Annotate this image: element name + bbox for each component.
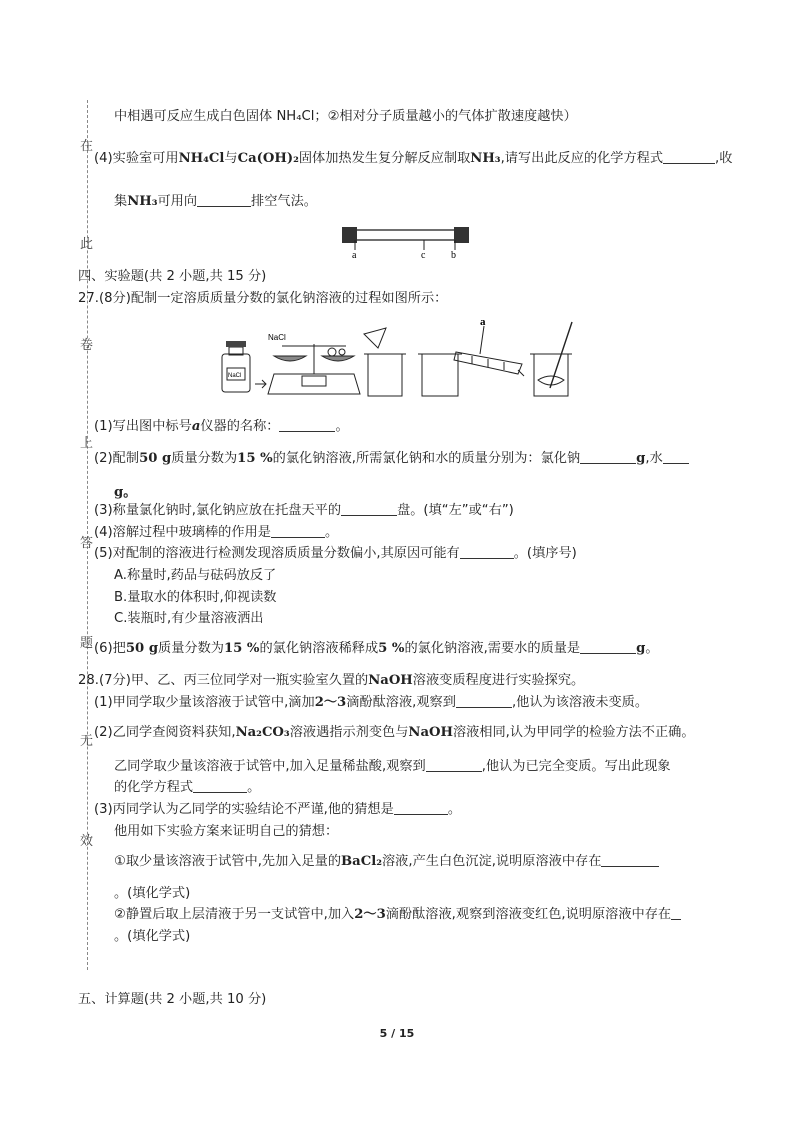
q26-p4-l2-text-c: 排空气法。	[251, 194, 317, 209]
balance	[268, 374, 360, 394]
q27-p6-unit-g: g	[636, 641, 646, 656]
q27-p6-percent-15: 15 %	[223, 641, 260, 656]
seal-char-6: 题	[80, 636, 94, 651]
balance-label: NaCl	[268, 333, 286, 342]
q27-p1-text-b: 仪器的名称：	[200, 419, 280, 434]
q28-part2-line3	[114, 779, 260, 797]
q28-p1-drops: 2～3	[314, 695, 347, 710]
answer-blank-guess[interactable]	[394, 802, 448, 815]
q27-stem: 27.(8分)配制一定溶质质量分数的氯化钠溶液的过程如图所示：	[78, 291, 448, 306]
beaker-2	[422, 354, 458, 396]
q27-p6-text-c: 的氯化钠溶液稀释成	[259, 641, 379, 656]
seal-char-7: 无	[80, 734, 94, 749]
q27-p6-percent-5: 5 %	[378, 641, 405, 656]
answer-blank-observation-2[interactable]	[426, 759, 482, 772]
answer-blank-rod-role[interactable]	[271, 525, 325, 538]
q26-p4-text-c: 固体加热发生复分解反应制取	[298, 151, 471, 166]
q27-p1-symbol-a: a	[191, 419, 201, 434]
q28-p2-l2-text-b: ,他认为已完全变质。写出此现象	[481, 759, 671, 774]
q27-p2-text-b: 质量分数为	[171, 451, 238, 466]
q28-stem	[78, 672, 584, 690]
q28-step2	[114, 906, 681, 924]
answer-blank-instrument[interactable]	[279, 419, 335, 432]
q27-option-b: B.量取水的体积时,仰视读数	[114, 590, 277, 605]
q27-part1	[94, 418, 349, 436]
cotton-plug-right	[454, 227, 469, 243]
q27-p2-unit-g: g	[636, 451, 646, 466]
q27-p6-end: 。	[645, 641, 659, 656]
instrument-label-a: a	[480, 316, 486, 328]
answer-blank-water-added[interactable]	[580, 641, 636, 654]
q26-p4-text-e: ,收	[715, 151, 733, 166]
answer-blank-pan[interactable]	[341, 503, 397, 516]
q26-p4-text-a: (4)实验室可用	[94, 151, 179, 166]
q27-p2-text-d: ,水	[645, 451, 663, 466]
q28-p3-text-b: 。	[447, 802, 461, 817]
q26-part4	[94, 150, 732, 168]
q28-s2-text-a: ②静置后取上层清液于另一支试管中,加入	[114, 907, 355, 922]
q27-p2-percent: 15 %	[237, 451, 273, 466]
page-number: 5 / 15	[379, 1027, 415, 1040]
q27-p2-text-a: (2)配制	[94, 451, 140, 466]
bottle-label: NaCl	[228, 373, 242, 379]
answer-blank-observation-1[interactable]	[456, 695, 512, 708]
q27-p1-end: 。	[335, 419, 349, 434]
q27-part6	[94, 640, 659, 658]
q27-p2-text-c: 的氯化钠溶液,所需氯化钠和水的质量分别为：氯化钠	[272, 451, 581, 466]
q28-part3-line2: 他用如下实验方案来证明自己的猜想：	[114, 824, 339, 839]
q28-p2-text-a: (2)乙同学查阅资料获知,	[94, 725, 236, 740]
formula-nh4cl: NH₄Cl	[178, 151, 225, 166]
q27-p5-text-b: 。(填序号)	[513, 546, 577, 561]
q27-option-a: A.称量时,药品与砝码放反了	[114, 568, 277, 583]
q28-s1-text-b: 溶液,产生白色沉淀,说明原溶液中存在	[382, 854, 602, 869]
answer-blank-equation[interactable]	[663, 151, 715, 164]
q27-p4-end: 。	[324, 525, 339, 540]
q27-part3	[94, 502, 514, 520]
q28-stem-text-a: 28.(7分)甲、乙、丙三位同学对一瓶实验室久置的	[78, 673, 369, 688]
section5-heading: 五、计算题(共 2 小题,共 10 分)	[78, 992, 267, 1007]
answer-blank-equation-2[interactable]	[193, 780, 247, 793]
q27-p2-mass: 50 g	[139, 451, 172, 466]
q26-part4-line2	[114, 193, 317, 211]
q28-p2-text-b: 溶液遇指示剂变色与	[289, 725, 409, 740]
q28-step2-line2: 。(填化学式)	[114, 929, 191, 944]
answer-blank-nacl-mass[interactable]	[580, 451, 636, 464]
formula-nh3: NH₃	[470, 151, 501, 166]
q28-part2-line2	[114, 758, 671, 776]
q28-s2-drops: 2～3	[354, 907, 386, 922]
section4-heading: 四、实验题(共 2 小题,共 15 分)	[78, 269, 267, 284]
answer-blank-substance-2[interactable]	[671, 907, 681, 920]
beaker-1	[368, 354, 402, 396]
q26-p4-text-b: 与	[224, 151, 238, 166]
q27-p6-text-d: 的氯化钠溶液,需要水的质量是	[404, 641, 581, 656]
answer-blank-reason[interactable]	[460, 546, 514, 559]
q27-p6-text-b: 质量分数为	[158, 641, 224, 656]
q27-part5	[94, 545, 577, 563]
q27-part4	[94, 524, 338, 542]
q28-stem-text-b: 溶液变质程度进行实验探究。	[412, 673, 585, 688]
q26-p4-l2-text-a: 集	[114, 194, 128, 209]
formula-caoh2: Ca(OH)₂	[237, 151, 299, 166]
formula-naoh-2: NaOH	[408, 725, 453, 740]
q26-p4-l2-text-b: 可用向	[157, 194, 198, 209]
formula-naoh: NaOH	[368, 673, 413, 688]
q26-line1: 中相遇可反应生成白色固体 NH₄Cl；②相对分子质量越小的气体扩散速度越快）	[114, 109, 577, 124]
seal-char-2: 此	[80, 237, 94, 252]
q28-part2	[94, 724, 695, 742]
formula-na2co3: Na₂CO₃	[235, 725, 290, 740]
q28-p1-text-a: (1)甲同学取少量该溶液于试管中,滴加	[94, 695, 315, 710]
arrow-1	[255, 380, 266, 388]
q27-p6-mass: 50 g	[125, 641, 159, 656]
q27-p3-text-b: 盘。(填“左”或“右”)	[397, 503, 514, 518]
q28-p1-text-b: 滴酚酞溶液,观察到	[346, 695, 456, 710]
seal-char-3: 卷	[80, 338, 94, 353]
q28-part1	[94, 694, 648, 712]
beaker-3	[534, 354, 568, 396]
q28-part3	[94, 801, 461, 819]
tube-label-b: b	[451, 250, 456, 261]
seal-char-4: 上	[80, 436, 94, 451]
answer-blank-collect[interactable]	[197, 194, 251, 207]
formula-bacl2: BaCl₂	[341, 854, 382, 869]
q28-s2-text-b: 滴酚酞溶液,观察到溶液变红色,说明原溶液中存在	[385, 907, 672, 922]
q27-p3-text-a: (3)称量氯化钠时,氯化钠应放在托盘天平的	[94, 503, 342, 518]
answer-blank-substance-1[interactable]	[601, 854, 659, 867]
q27-part2-unit: g。	[114, 485, 137, 500]
q27-lab-figure	[218, 314, 578, 402]
q28-p2-l2-text-a: 乙同学取少量该溶液于试管中,加入足量稀盐酸,观察到	[114, 759, 426, 774]
seal-char-5: 答	[80, 536, 94, 551]
tube-label-c: c	[421, 250, 426, 261]
q27-p4-text-a: (4)溶解过程中玻璃棒的作用是	[94, 525, 271, 540]
q28-step1-line2: 。(填化学式)	[114, 886, 191, 901]
q27-p6-text-a: (6)把	[94, 641, 126, 656]
q27-p1-text: (1)写出图中标号	[94, 419, 192, 434]
q28-p3-text-a: (3)丙同学认为乙同学的实验结论不严谨,他的猜想是	[94, 802, 394, 817]
q27-part2	[94, 450, 689, 468]
q28-p2-text-c: 溶液相同,认为甲同学的检验方法不正确。	[452, 725, 695, 740]
q28-s1-text-a: ①取少量该溶液于试管中,先加入足量的	[114, 854, 342, 869]
q28-step1	[114, 853, 659, 871]
glass-tube-figure	[340, 224, 475, 260]
answer-blank-water-mass[interactable]	[663, 451, 689, 464]
q28-p2-l3-text-b: 。	[247, 780, 261, 795]
q28-p2-l3-text-a: 的化学方程式	[114, 780, 194, 795]
q28-p1-text-c: ,他认为该溶液未变质。	[511, 695, 649, 710]
seal-char-1: 在	[80, 139, 94, 154]
seal-char-8: 效	[80, 834, 94, 849]
q27-p5-text-a: (5)对配制的溶液进行检测发现溶质质量分数偏小,其原因可能有	[94, 546, 460, 561]
formula-nh3-2: NH₃	[127, 194, 158, 209]
tube-label-a: a	[352, 250, 357, 261]
q26-p4-text-d: ,请写出此反应的化学方程式	[500, 151, 664, 166]
q27-option-c: C.装瓶时,有少量溶液洒出	[114, 611, 264, 626]
